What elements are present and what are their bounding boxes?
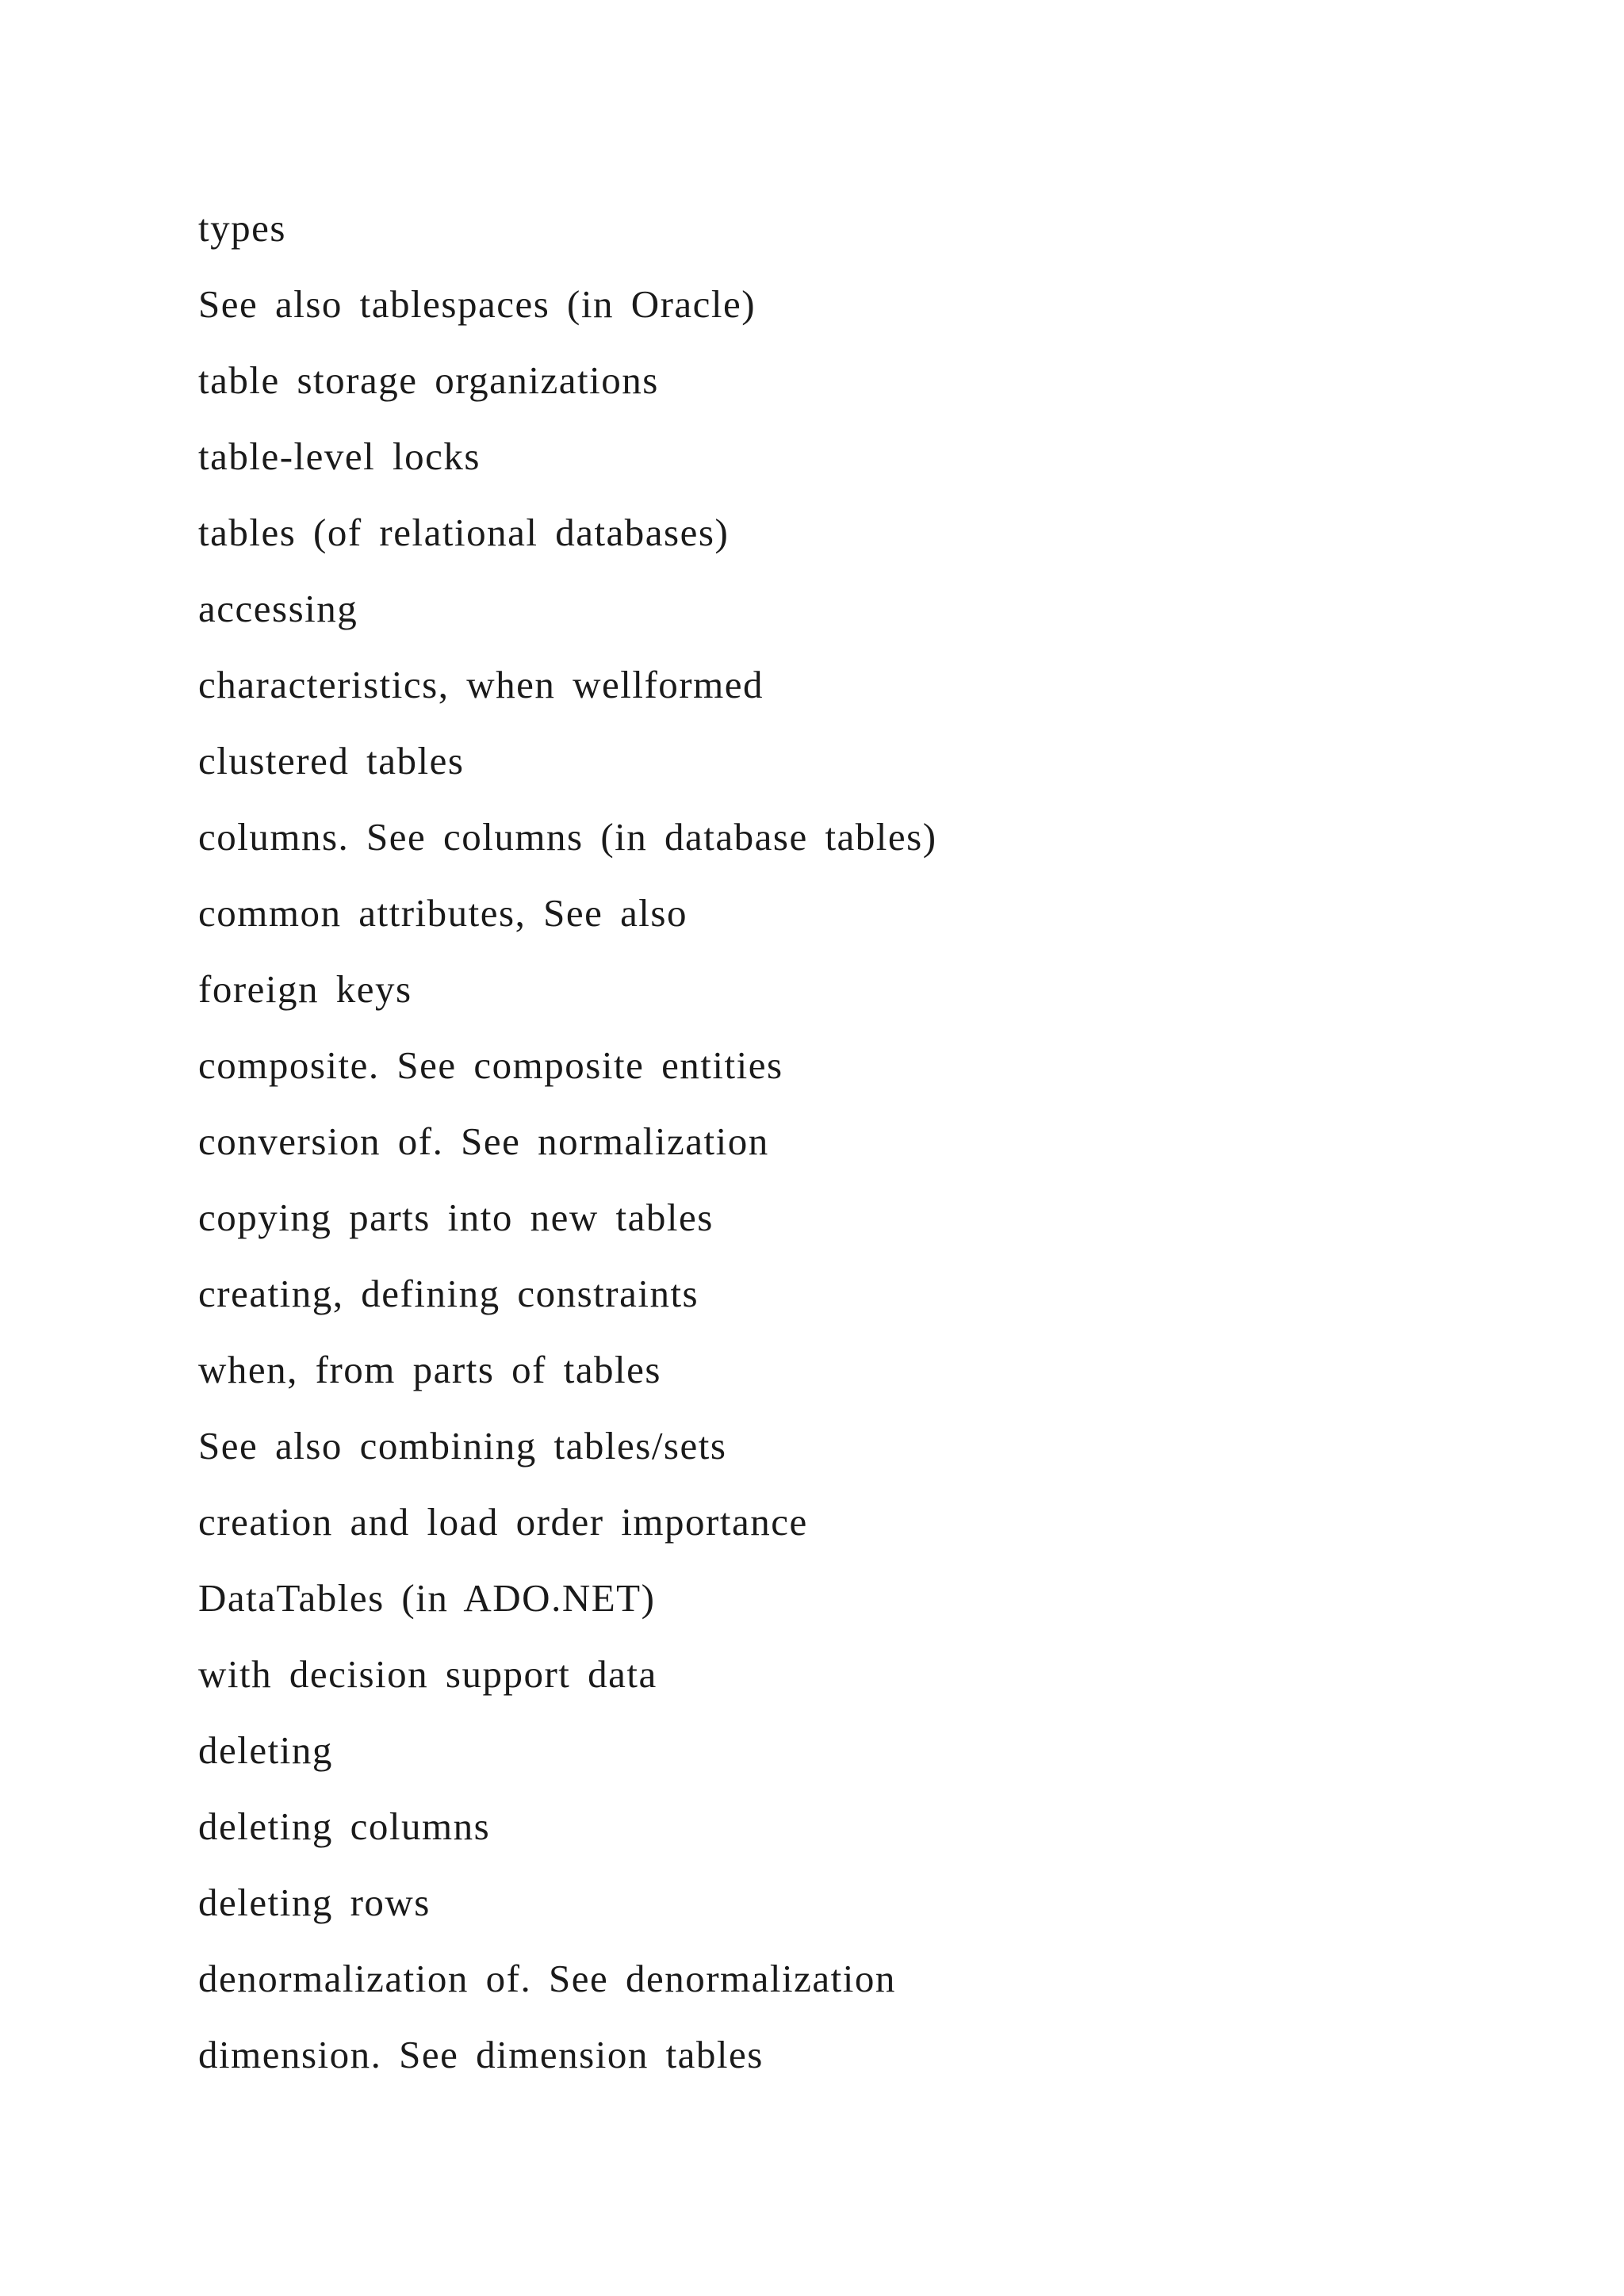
index-entry: copying parts into new tables xyxy=(198,1196,714,1239)
index-entry: creating, defining constraints xyxy=(198,1272,699,1315)
index-entry: clustered tables xyxy=(198,739,465,783)
index-entry: types xyxy=(198,206,286,250)
index-entry: composite. See composite entities xyxy=(198,1043,783,1087)
index-entry: common attributes, See also xyxy=(198,891,688,935)
index-entry: accessing xyxy=(198,587,358,630)
index-entry: tables (of relational databases) xyxy=(198,511,730,554)
index-entry: when, from parts of tables xyxy=(198,1348,661,1391)
index-entry: creation and load order importance xyxy=(198,1500,808,1544)
index-entry: foreign keys xyxy=(198,967,412,1011)
index-entry: table storage organizations xyxy=(198,358,659,402)
index-entry: conversion of. See normalization xyxy=(198,1119,769,1163)
index-entry: columns. See columns (in database tables) xyxy=(198,815,937,859)
index-entry: deleting rows xyxy=(198,1881,431,1924)
index-entry: dimension. See dimension tables xyxy=(198,2033,764,2076)
index-entry-list xyxy=(198,190,937,2093)
index-entry: deleting columns xyxy=(198,1804,491,1848)
index-entry: with decision support data xyxy=(198,1652,657,1696)
index-entry: DataTables (in ADO.NET) xyxy=(198,1576,656,1620)
index-entry: See also combining tables/sets xyxy=(198,1424,727,1468)
index-entry: table-level locks xyxy=(198,434,481,478)
index-entry: deleting xyxy=(198,1728,333,1772)
index-entry: denormalization of. See denormalization xyxy=(198,1957,896,2000)
index-entry: See also tablespaces (in Oracle) xyxy=(198,282,756,326)
index-entry: characteristics, when wellformed xyxy=(198,663,764,706)
